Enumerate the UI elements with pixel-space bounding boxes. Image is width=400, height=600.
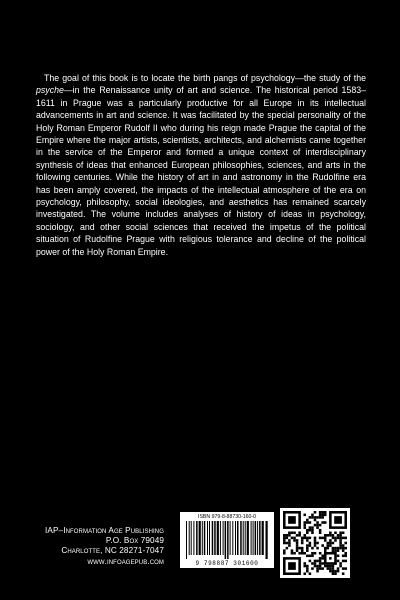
publisher-city: Charlotte, NC 28271-7047 (61, 546, 164, 556)
barcode-digits: 9 798887 301600 (195, 560, 259, 567)
back-cover-blurb (36, 72, 366, 258)
publisher-name: IAP–Information Age Publishing (45, 526, 164, 535)
blurb-text-rest: —in the Renaissance unity of art and science. The historical period 1583–1611 in Prague was a particularly productive for all Europe in its intellectual advancements in art and science. It was facilitated by the special personality of the Holy Roman Emperor Rudolf II who during his reign made Prague the capital of the Empire where the major artists, scientists, architects, and alchemists came together in the service of the Emperor and formed a unique context of interdisciplinary synthesis of ideas that enhanced European philosophies, sciences, and arts in the following centuries. While the history of art in and astronomy in the Rudolfine era has been amply covered, the impacts of the intellectual atmosphere of the era on psychology, philosophy, social ideologies, and aesthetics has remained scarcely investigated. The volume includes analyses of history of ideas in psychology, sociology, and other social sciences that received the impetus of the political situation of Rudolfine Prague with religious tolerance and decline of the political power of the Holy Roman Empire. (36, 85, 366, 257)
publisher-po-box: P.O. Box 79049 (105, 536, 164, 546)
qr-code (280, 508, 350, 578)
isbn-barcode (180, 512, 274, 568)
blurb-emphasis-psyche: psyche (36, 85, 64, 96)
isbn-label: ISBN 979-8-88730-160-0 (198, 514, 256, 520)
publisher-website: www.infoagepub.com (87, 556, 164, 566)
blurb-text-start: The goal of this book is to locate the birth pangs of psychology—the study of the (44, 73, 366, 83)
publisher-address (36, 526, 164, 567)
barcode-icon (186, 521, 268, 559)
qr-code-icon (283, 511, 347, 575)
blurb-paragraph (36, 72, 366, 258)
